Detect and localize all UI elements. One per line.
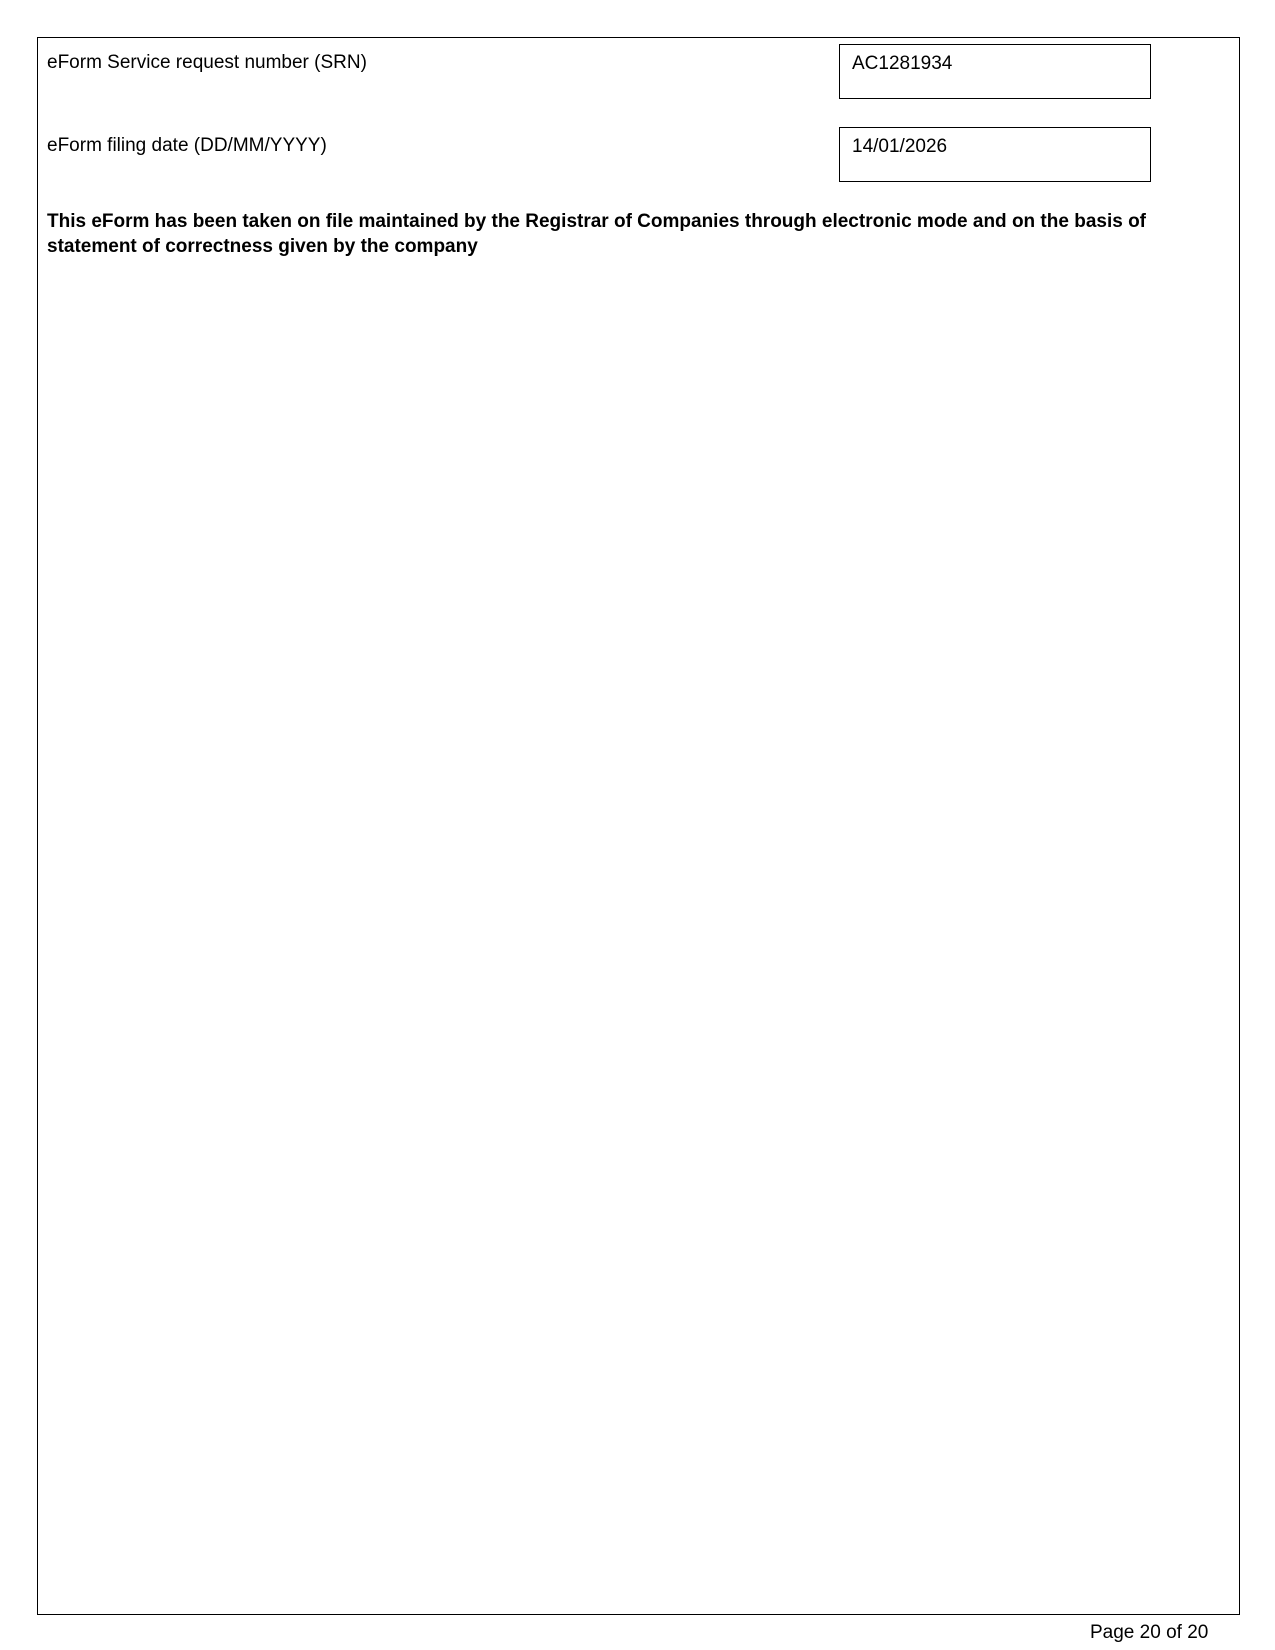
registrar-statement: This eForm has been taken on file maintained by the Registrar of Companies through electronic mode and on the basis of statement of correctness given by the company — [47, 211, 1147, 257]
srn-value: AC1281934 — [852, 53, 953, 74]
filing-date-label: eForm filing date (DD/MM/YYYY) — [47, 135, 327, 156]
srn-label: eForm Service request number (SRN) — [47, 52, 367, 73]
filing-date-value: 14/01/2026 — [852, 136, 948, 157]
srn-value-box — [839, 44, 1151, 99]
page-number: Page 20 of 20 — [1090, 1622, 1209, 1643]
page-border — [37, 37, 1240, 1615]
filing-date-value-box — [839, 127, 1151, 182]
